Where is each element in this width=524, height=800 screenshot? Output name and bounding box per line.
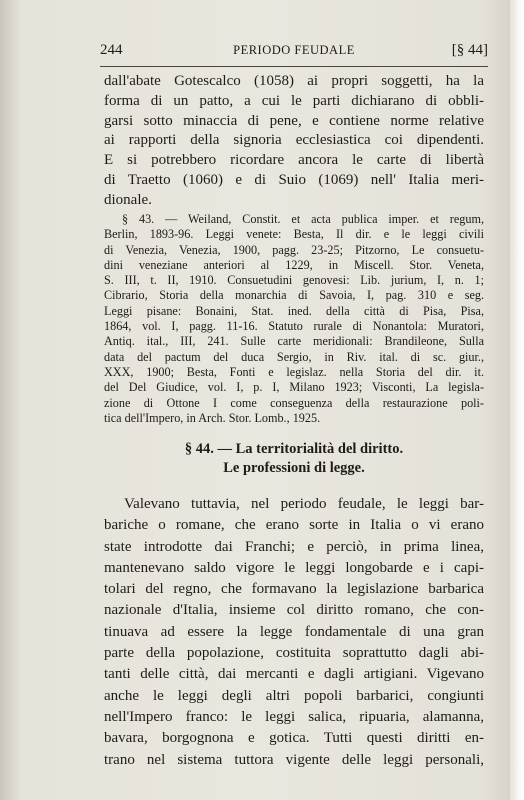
note-line: Leggi pisane: Bonaini, Stat. ined. della città di Pisa, Pisa, bbox=[104, 303, 484, 318]
section-paragraph bbox=[104, 494, 484, 771]
section-heading-title: § 44. — La territorialità del diritto. bbox=[184, 441, 404, 457]
text-line: garsi sotto minaccia di pene, e contiene norme relative bbox=[104, 112, 484, 129]
text-line: dionale. bbox=[104, 191, 152, 208]
header-rule bbox=[100, 66, 488, 67]
text-line: nazionale d'Italia, insieme col diritto romano, che con- bbox=[104, 602, 484, 619]
text-line: tolari del regno, che formavano la legislazione barbarica bbox=[104, 581, 484, 598]
note-line: 1864, vol. I, pagg. 11-16. Statuto rurale di Nonantola: Muratori, bbox=[104, 319, 484, 334]
text-line: di Traetto (1060) e di Suio (1069) nell' Italia meri- bbox=[104, 171, 484, 188]
text-line: E si potrebbero ricordare ancora le carte di libertà bbox=[104, 152, 484, 169]
note-line: Cibrario, Storia della monarchia di Savoia, I, pag. 310 e seg. bbox=[104, 288, 484, 303]
page-edge bbox=[510, 0, 524, 800]
note-line: zione di Ottone I come conseguenza della restaurazione poli- bbox=[104, 395, 484, 410]
page-number: 244 bbox=[100, 42, 123, 58]
note-line: tica dell'Impero, in Arch. Stor. Lomb., 1925. bbox=[104, 410, 321, 425]
text-line: Valevano tuttavia, nel periodo feudale, le leggi bar- bbox=[124, 496, 484, 512]
text-line: anche le leggi degli altri popoli barbarici, congiunti bbox=[104, 687, 484, 704]
note-line: del Del Giudice, vol. I, p. I, Milano 1923; Visconti, La legisla- bbox=[104, 380, 484, 395]
text-line: nell'Impero franco: le leggi salica, ripuaria, alamanna, bbox=[104, 708, 484, 725]
note-line: Berlin, 1893-96. Leggi venete: Besta, Il dir. e le leggi civili bbox=[104, 227, 484, 242]
note-line: S. III, t. II, 1910. Consuetudini genovesi: Lib. jurium, I, n. 1; bbox=[104, 273, 484, 288]
note-line: XXX, 1900; Besta, Fonti e legislaz. nella Storia del dir. it. bbox=[104, 364, 484, 379]
bibliographic-note bbox=[104, 212, 484, 426]
text-line: dall'abate Gotescalco (1058) ai propri soggetti, ha la bbox=[104, 73, 484, 89]
note-line: dini veneziane anteriori al 1229, in Miscell. Stor. Veneta, bbox=[104, 257, 484, 272]
note-line: § 43. — Weiland, Constit. et acta publica imper. et regum, bbox=[122, 212, 484, 226]
text-line: bavara, borgognona e gotica. Tutti questi diritti en- bbox=[104, 730, 484, 747]
note-line: di Venezia, Venezia, 1900, pagg. 23-25; Pitzorno, Le consuetu- bbox=[104, 242, 484, 257]
section-heading-subtitle: Le professioni di legge. bbox=[223, 460, 365, 476]
running-title: PERIODO FEUDALE bbox=[233, 43, 355, 57]
paragraph-continuation bbox=[104, 72, 484, 211]
text-line: tinuava ad essere la legge fondamentale di una gran bbox=[104, 623, 484, 640]
running-header bbox=[100, 42, 488, 64]
text-line: mantenevano saldo vigore le leggi longobarde e i capi- bbox=[104, 559, 484, 576]
section-reference: [§ 44] bbox=[451, 42, 488, 58]
text-line: ai rapporti della signoria ecclesiastica coi dipendenti. bbox=[104, 132, 484, 149]
text-line: tanti delle città, dai mercanti e dagli artigiani. Vigevano bbox=[104, 666, 484, 683]
text-line: trano nel sistema tuttora vigente delle leggi personali, bbox=[104, 751, 484, 768]
text-line: state introdotte dai Franchi; e perciò, in prima linea, bbox=[104, 538, 484, 555]
note-line: Antiq. ital., III, 241. Sulle carte meridionali: Brandileone, Sulla bbox=[104, 334, 484, 349]
note-line: data del pactum del duca Sergio, in Riv. ital. di sc. giur., bbox=[104, 349, 484, 364]
text-line: bariche o romane, che erano sorte in Italia o vi erano bbox=[104, 517, 484, 534]
text-line: parte della popolazione, costituita soprattutto dagli abi- bbox=[104, 645, 484, 662]
text-line: forma di un patto, a cui le parti dichiarano di obbli- bbox=[104, 92, 484, 109]
